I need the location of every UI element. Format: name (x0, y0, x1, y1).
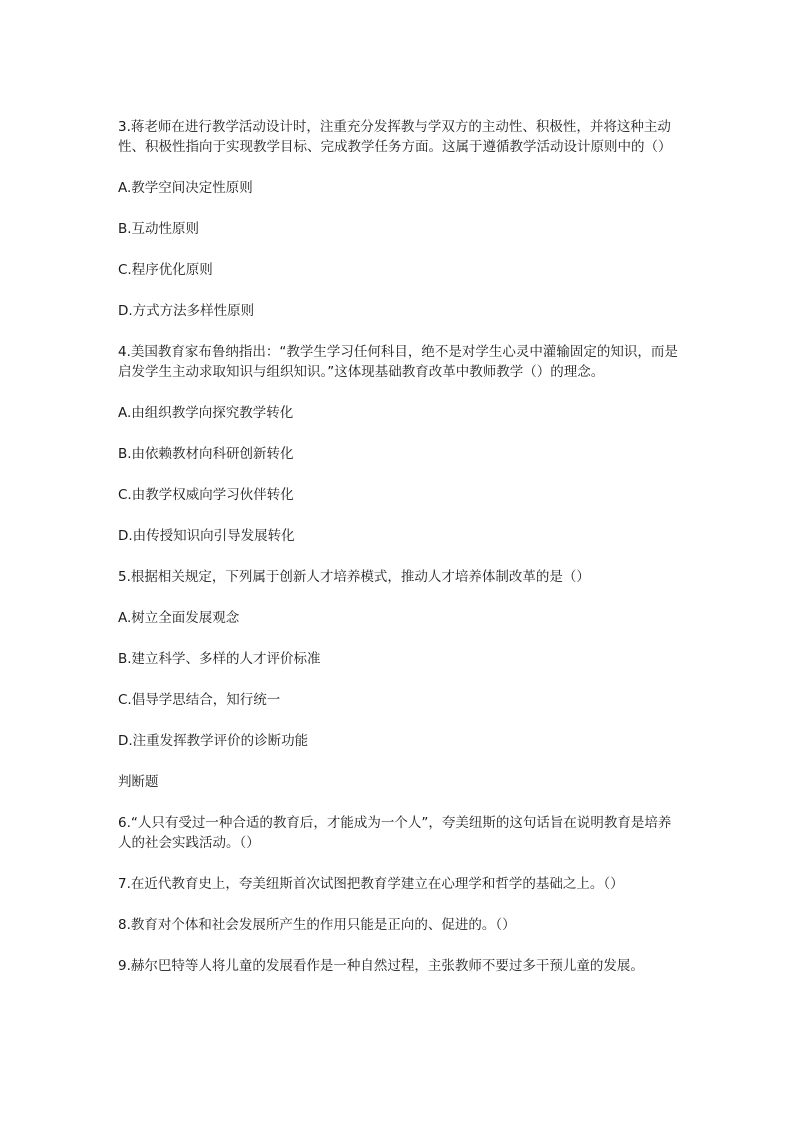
option-3d: D.方式方法多样性原则 (118, 303, 255, 319)
option-5c: C.倡导学思结合，知行统一 (118, 692, 281, 708)
question-4: 4.美国教育家布鲁纳指出：“教学生学习任何科目，绝不是对学生心灵中灌输固定的知识，而是启发学生主动求取知识与组织知识。”这体现基础教育改革中教师教学（）的理念。 (118, 344, 678, 380)
question-8: 8.教育对个体和社会发展所产生的作用只能是正向的、促进的。（） (118, 917, 516, 933)
option-5a: A.树立全面发展观念 (118, 610, 240, 626)
option-4d: D.由传授知识向引导发展转化 (118, 528, 295, 544)
option-4b: B.由依赖教材向科研创新转化 (118, 446, 294, 462)
option-4a: A.由组织教学向探究教学转化 (118, 405, 294, 421)
document-body (118, 117, 678, 976)
option-4c: C.由教学权威向学习伙伴转化 (118, 487, 294, 503)
option-3c: C.程序优化原则 (118, 262, 213, 278)
option-5b: B.建立科学、多样的人才评价标准 (118, 651, 321, 667)
question-7: 7.在近代教育史上，夸美纽斯首次试图把教育学建立在心理学和哲学的基础之上。（） (118, 876, 624, 892)
question-3: 3.蒋老师在进行教学活动设计时，注重充分发挥教与学双方的主动性、积极性，并将这种主动性、积极性指向于实现教学目标、完成教学任务方面。这属于遵循教学活动设计原则中的（） (118, 119, 672, 155)
question-6: 6.“人只有受过一种合适的教育后，才能成为一个人”，夸美纽斯的这句话旨在说明教育是培养人的社会实践活动。（） (118, 815, 672, 851)
question-5: 5.根据相关规定，下列属于创新人才培养模式，推动人才培养体制改革的是（） (118, 569, 590, 585)
section-heading-true-false: 判断题 (118, 774, 159, 790)
option-5d: D.注重发挥教学评价的诊断功能 (118, 733, 309, 749)
option-3a: A.教学空间决定性原则 (118, 180, 253, 196)
option-3b: B.互动性原则 (118, 221, 200, 237)
question-9: 9.赫尔巴特等人将儿童的发展看作是一种自然过程，主张教师不要过多干预儿童的发展。 (118, 958, 644, 974)
